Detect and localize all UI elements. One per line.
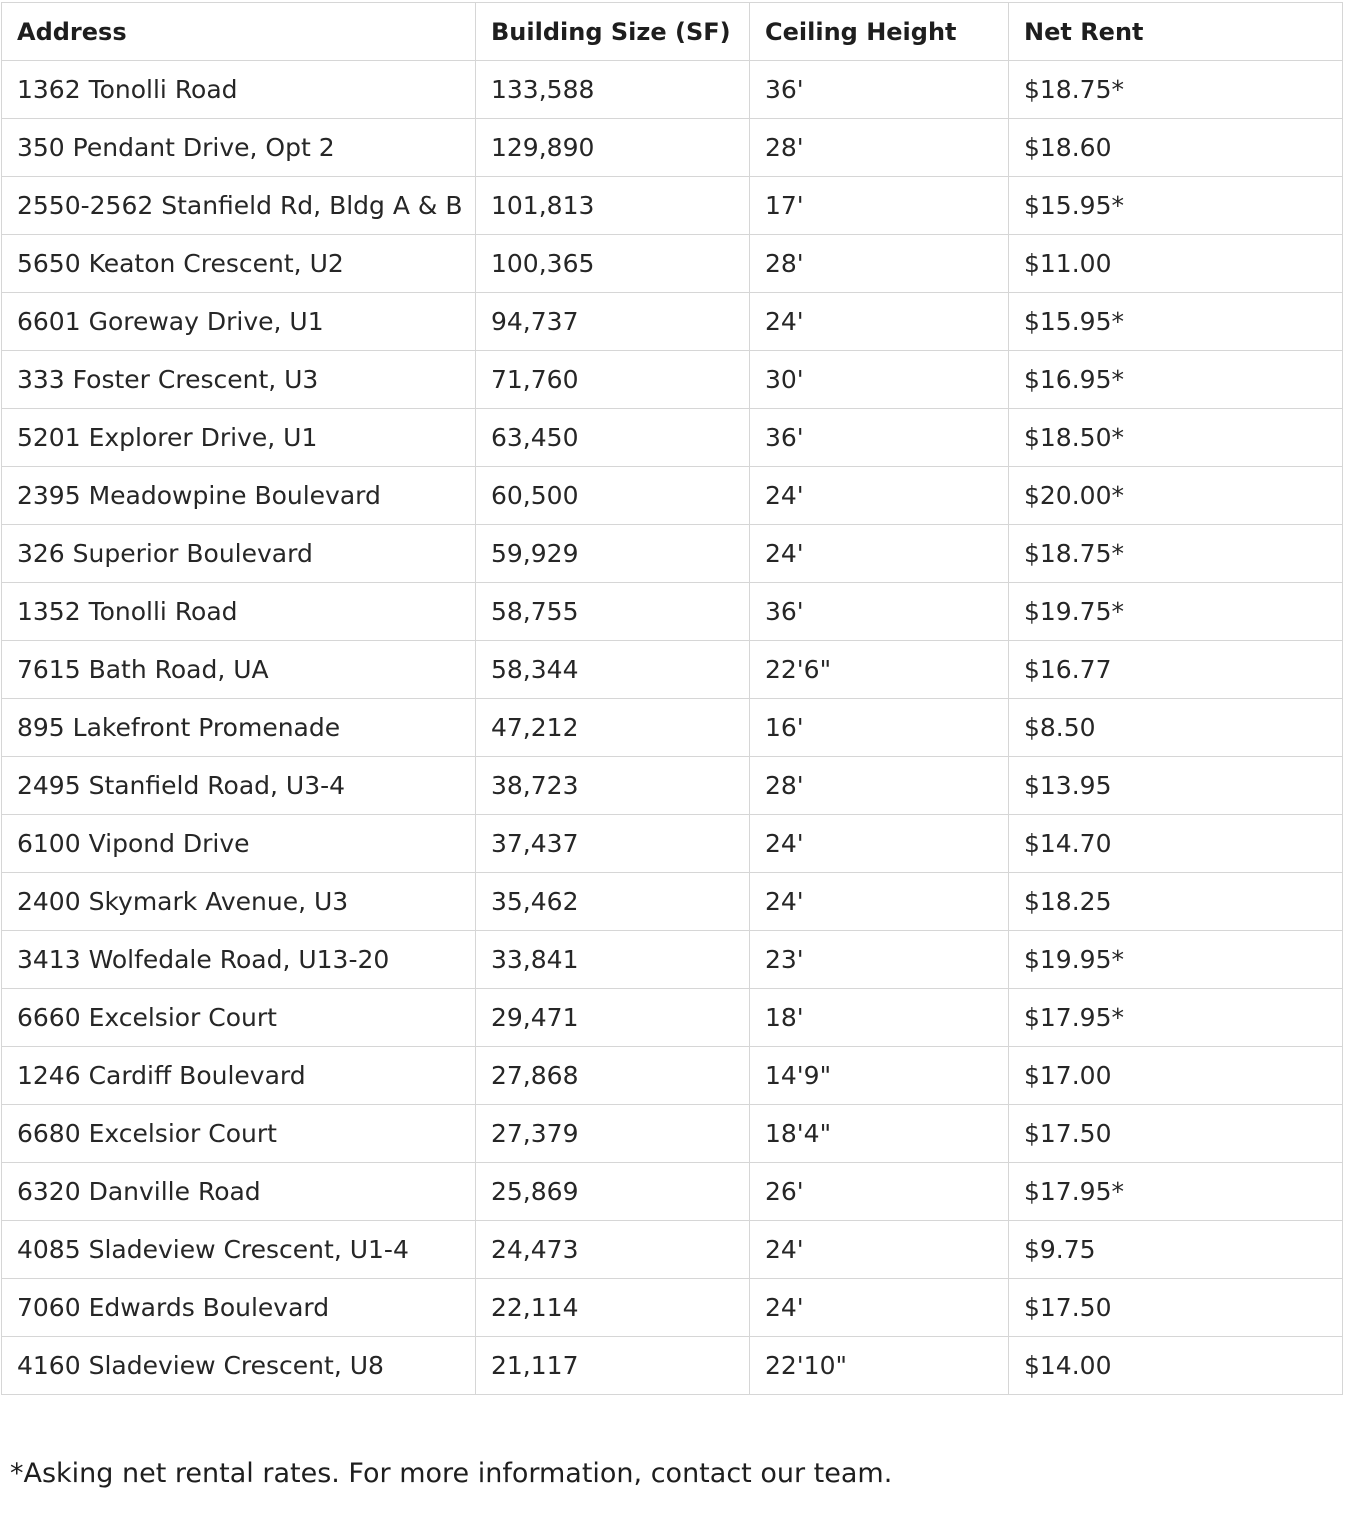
cell-ceiling-height: 23' [750, 931, 1009, 989]
cell-address: 4160 Sladeview Crescent, U8 [2, 1337, 476, 1395]
cell-building-size: 47,212 [476, 699, 750, 757]
cell-ceiling-height: 24' [750, 525, 1009, 583]
cell-net-rent: $18.75* [1009, 525, 1343, 583]
header-row [2, 3, 1343, 61]
header-ceiling-height: Ceiling Height [750, 3, 1009, 61]
cell-ceiling-height: 24' [750, 873, 1009, 931]
table-row [2, 931, 1343, 989]
cell-net-rent: $15.95* [1009, 293, 1343, 351]
table-row [2, 815, 1343, 873]
cell-address: 6680 Excelsior Court [2, 1105, 476, 1163]
table-row [2, 873, 1343, 931]
cell-ceiling-height: 18' [750, 989, 1009, 1047]
table-row [2, 1337, 1343, 1395]
cell-net-rent: $15.95* [1009, 177, 1343, 235]
table-row [2, 61, 1343, 119]
cell-building-size: 100,365 [476, 235, 750, 293]
cell-address: 6601 Goreway Drive, U1 [2, 293, 476, 351]
cell-ceiling-height: 28' [750, 119, 1009, 177]
cell-ceiling-height: 22'10" [750, 1337, 1009, 1395]
cell-building-size: 25,869 [476, 1163, 750, 1221]
cell-ceiling-height: 24' [750, 815, 1009, 873]
cell-building-size: 22,114 [476, 1279, 750, 1337]
cell-address: 1362 Tonolli Road [2, 61, 476, 119]
cell-address: 350 Pendant Drive, Opt 2 [2, 119, 476, 177]
header-address: Address [2, 3, 476, 61]
cell-ceiling-height: 16' [750, 699, 1009, 757]
table-row [2, 1047, 1343, 1105]
cell-address: 7060 Edwards Boulevard [2, 1279, 476, 1337]
cell-ceiling-height: 30' [750, 351, 1009, 409]
cell-net-rent: $18.60 [1009, 119, 1343, 177]
cell-ceiling-height: 36' [750, 61, 1009, 119]
table-row [2, 583, 1343, 641]
table-row [2, 989, 1343, 1047]
cell-address: 7615 Bath Road, UA [2, 641, 476, 699]
cell-net-rent: $16.95* [1009, 351, 1343, 409]
table-row [2, 1105, 1343, 1163]
table-body [2, 61, 1343, 1395]
header-building-size: Building Size (SF) [476, 3, 750, 61]
cell-address: 2400 Skymark Avenue, U3 [2, 873, 476, 931]
cell-building-size: 129,890 [476, 119, 750, 177]
cell-ceiling-height: 14'9" [750, 1047, 1009, 1105]
cell-net-rent: $18.75* [1009, 61, 1343, 119]
cell-net-rent: $19.95* [1009, 931, 1343, 989]
cell-address: 5650 Keaton Crescent, U2 [2, 235, 476, 293]
cell-net-rent: $17.50 [1009, 1105, 1343, 1163]
cell-building-size: 35,462 [476, 873, 750, 931]
table-row [2, 1163, 1343, 1221]
cell-address: 4085 Sladeview Crescent, U1-4 [2, 1221, 476, 1279]
table-row [2, 525, 1343, 583]
cell-address: 895 Lakefront Promenade [2, 699, 476, 757]
cell-building-size: 38,723 [476, 757, 750, 815]
cell-address: 2495 Stanfield Road, U3-4 [2, 757, 476, 815]
cell-ceiling-height: 22'6" [750, 641, 1009, 699]
cell-net-rent: $17.95* [1009, 1163, 1343, 1221]
cell-ceiling-height: 28' [750, 235, 1009, 293]
cell-address: 1246 Cardiff Boulevard [2, 1047, 476, 1105]
cell-building-size: 133,588 [476, 61, 750, 119]
cell-ceiling-height: 36' [750, 409, 1009, 467]
cell-address: 2395 Meadowpine Boulevard [2, 467, 476, 525]
table-row [2, 1279, 1343, 1337]
cell-building-size: 101,813 [476, 177, 750, 235]
table-header [2, 3, 1343, 61]
cell-building-size: 58,755 [476, 583, 750, 641]
cell-ceiling-height: 24' [750, 293, 1009, 351]
cell-building-size: 27,868 [476, 1047, 750, 1105]
header-net-rent: Net Rent [1009, 3, 1343, 61]
footnote: *Asking net rental rates. For more information, contact our team. [10, 1458, 893, 1489]
cell-address: 5201 Explorer Drive, U1 [2, 409, 476, 467]
cell-building-size: 37,437 [476, 815, 750, 873]
table-row [2, 293, 1343, 351]
cell-building-size: 21,117 [476, 1337, 750, 1395]
cell-net-rent: $18.50* [1009, 409, 1343, 467]
cell-net-rent: $14.70 [1009, 815, 1343, 873]
cell-ceiling-height: 18'4" [750, 1105, 1009, 1163]
listings-table [1, 2, 1343, 1395]
table-row [2, 119, 1343, 177]
cell-building-size: 58,344 [476, 641, 750, 699]
cell-address: 6660 Excelsior Court [2, 989, 476, 1047]
cell-address: 1352 Tonolli Road [2, 583, 476, 641]
cell-net-rent: $11.00 [1009, 235, 1343, 293]
cell-address: 2550-2562 Stanfield Rd, Bldg A & B [2, 177, 476, 235]
cell-address: 6100 Vipond Drive [2, 815, 476, 873]
cell-net-rent: $20.00* [1009, 467, 1343, 525]
cell-building-size: 94,737 [476, 293, 750, 351]
cell-ceiling-height: 17' [750, 177, 1009, 235]
cell-net-rent: $18.25 [1009, 873, 1343, 931]
table-row [2, 1221, 1343, 1279]
cell-building-size: 71,760 [476, 351, 750, 409]
table-row [2, 467, 1343, 525]
cell-net-rent: $14.00 [1009, 1337, 1343, 1395]
cell-building-size: 27,379 [476, 1105, 750, 1163]
cell-net-rent: $9.75 [1009, 1221, 1343, 1279]
cell-ceiling-height: 28' [750, 757, 1009, 815]
cell-ceiling-height: 24' [750, 1279, 1009, 1337]
cell-net-rent: $8.50 [1009, 699, 1343, 757]
cell-ceiling-height: 26' [750, 1163, 1009, 1221]
cell-building-size: 63,450 [476, 409, 750, 467]
table-row [2, 409, 1343, 467]
cell-net-rent: $16.77 [1009, 641, 1343, 699]
cell-net-rent: $17.95* [1009, 989, 1343, 1047]
cell-net-rent: $19.75* [1009, 583, 1343, 641]
cell-ceiling-height: 24' [750, 1221, 1009, 1279]
cell-building-size: 29,471 [476, 989, 750, 1047]
cell-address: 6320 Danville Road [2, 1163, 476, 1221]
cell-address: 3413 Wolfedale Road, U13-20 [2, 931, 476, 989]
cell-building-size: 60,500 [476, 467, 750, 525]
cell-ceiling-height: 24' [750, 467, 1009, 525]
cell-building-size: 24,473 [476, 1221, 750, 1279]
cell-net-rent: $17.50 [1009, 1279, 1343, 1337]
cell-building-size: 59,929 [476, 525, 750, 583]
table-row [2, 641, 1343, 699]
table-row [2, 757, 1343, 815]
cell-net-rent: $13.95 [1009, 757, 1343, 815]
cell-building-size: 33,841 [476, 931, 750, 989]
cell-ceiling-height: 36' [750, 583, 1009, 641]
table-row [2, 351, 1343, 409]
cell-address: 333 Foster Crescent, U3 [2, 351, 476, 409]
cell-net-rent: $17.00 [1009, 1047, 1343, 1105]
table-row [2, 699, 1343, 757]
table-row [2, 177, 1343, 235]
cell-address: 326 Superior Boulevard [2, 525, 476, 583]
table-row [2, 235, 1343, 293]
